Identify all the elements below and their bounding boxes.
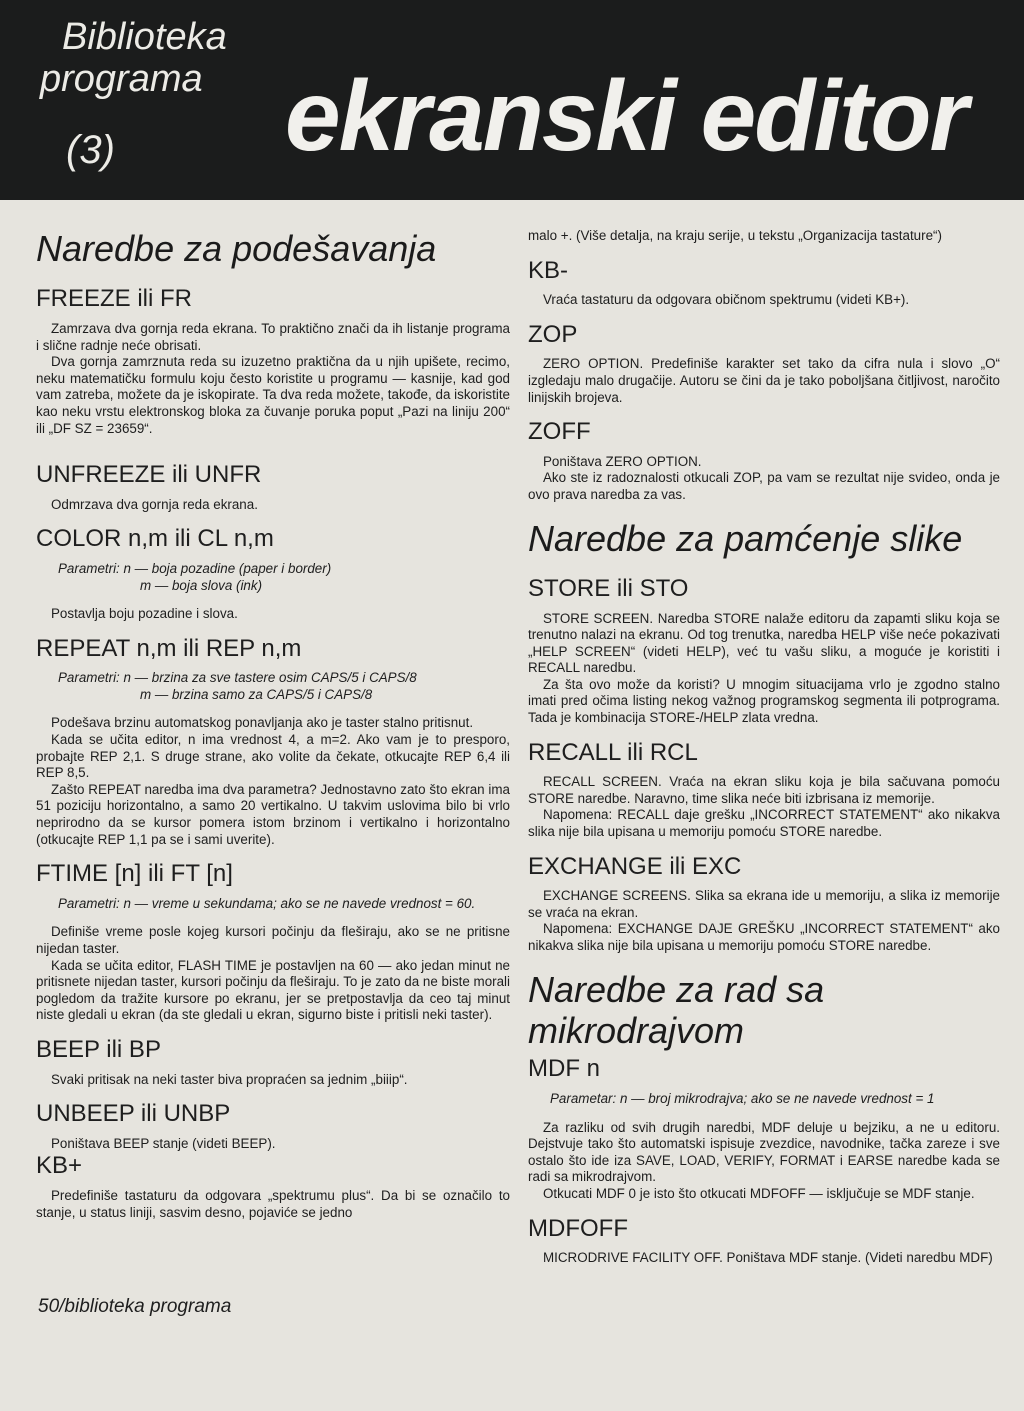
paragraph: Zašto REPEAT naredba ima dva parametra? Jednostavno zato što ekran ima 51 poziciju horizontalno, a samo 20 vertikalno. U takvim uslovima bilo bi vrlo neprirodno da se kursor pomera istom brzinom i vertikalno i horizontalno (otkucajte REP 1,1 pa se i sami uverite). [36,781,510,847]
paragraph: Svaki pritisak na neki taster biva propraćen sa jednim „biiip“. [51,1071,408,1087]
paragraph: Kada se učita editor, n ima vrednost 4, a m=2. Ako vam je to presporo, probajte REP 2,1. S druge strane, ako volite da čekate, otkucajte REP 6,4 ili REP 8,5. [36,732,510,781]
command-heading: ZOFF [528,418,591,446]
paragraph: Za šta ovo može da koristi? U mnogim situacijama vrlo je zgodno stalno imati pred očima listing nekog važnog programskog segmenta ili potprograma. Tada je kombinacija STORE-/HELP zlata vredna. [528,676,1000,726]
command-heading: KB- [528,256,569,284]
paragraph: Predefiniše tastaturu da odgovara „spektrumu plus“. Da bi se označilo to stanje, u status liniji, sasvim desno, pojaviće se jedno [36,1187,510,1220]
paragraph: Definiše vreme posle kojeg kursori počinju da fleširaju, ako se ne pritisne nijedan taster. [36,924,510,957]
left-column [36,228,510,1221]
article-title: ekranski editor [285,60,967,172]
command-heading: EXCHANGE ili EXC [528,852,742,880]
paragraph: Vraća tastaturu da odgovara običnom spektrumu (videti KB+). [543,292,910,308]
page-footer: 50/biblioteka programa [38,1296,232,1317]
right-column [528,228,1000,1267]
header-banner [0,0,1024,200]
paragraph: Odmrzava dva gornja reda ekrana. [51,496,258,512]
paragraph: malo +. (Više detalja, na kraju serije, u tekstu „Organizacija tastature“) [528,228,942,243]
paragraph: Zamrzava dva gornja reda ekrana. To praktično znači da ih listanje programa i slične radnje neće obrisati. [36,320,510,353]
command-heading: ZOP [528,320,578,348]
parameter-line: Parametri: n — boja pozadine (paper i border) [58,560,332,576]
command-heading: FREEZE ili FR [36,285,192,313]
parameter-line: Parametar: n — broj mikrodrajva; ako se ne navede vrednost = 1 [550,1090,935,1106]
section-heading: Naredbe za podešavanja [36,228,437,269]
paragraph: Za razliku od svih drugih naredbi, MDF deluje u bejziku, a ne u editoru. Dejstvuje tako što automatski ispisuje zvezdice, navodnike, tačka zareze i sve ostalo što ide iza SAVE, LOAD, VERIFY, FORMAT i EARSE naredbe kada se radi sa mikrodrajvom. [528,1119,1000,1185]
command-heading: BEEP ili BP [36,1035,161,1063]
parameter-line: Parametri: n — vreme u sekundama; ako se ne navede vrednost = 60. [58,895,476,911]
command-heading: MDF n [528,1055,600,1083]
paragraph: Napomena: RECALL daje grešku „INCORRECT STATEMENT“ ako nikakva slika nije bila upisana u memoriju pomoću STORE naredbe. [528,807,1000,840]
command-heading: REPEAT n,m ili REP n,m [36,634,302,662]
paragraph: Postavlja boju pozadine i slova. [51,606,238,622]
paragraph: Napomena: EXCHANGE DAJE GREŠKU „INCORRECT STATEMENT“ ako nikakva slika nije bila upisana u memoriju pomoću STORE naredbe. [528,921,1000,954]
paragraph: Poništava BEEP stanje (videti BEEP). [51,1135,276,1151]
paragraph: STORE SCREEN. Naredba STORE nalaže editoru da zapamti sliku koja se trenutno nalazi na ekranu. Od tog trenutka, naredba HELP više neće pokazivati „HELP SCREEN“ (videti HELP), već tu vašu sliku, a moguće je koristiti i RECALL naredbu. [528,610,1000,676]
paragraph: Podešava brzinu automatskog ponavljanja ako je taster stalno pritisnut. [51,715,474,731]
section-heading: Naredbe za pamćenje slike [528,517,963,559]
section-heading: Naredbe za rad sa mikrodrajvom [528,968,825,1051]
command-heading: UNBEEP ili UNBP [36,1100,231,1128]
command-heading: UNFREEZE ili UNFR [36,461,262,489]
series-subtitle: programa [40,58,203,100]
paragraph: Otkucati MDF 0 je isto što otkucati MDFOFF — isključuje se MDF stanje. [543,1185,975,1201]
command-heading: MDFOFF [528,1214,628,1242]
paragraph: Kada se učita editor, FLASH TIME je postavljen na 60 — ako jedan minut ne pritisnete nijedan taster, kursori počinju da fleširaju. To je zato da ne biste morali pogledom da tražite kursore po ekranu, jer se pretpostavlja da ceo taj minut niste gledali u ekran (da ste gledali u ekran, sigurno biste i pritisli neki taster). [36,957,510,1023]
command-heading: FTIME [n] ili FT [n] [36,860,233,888]
paragraph: RECALL SCREEN. Vraća na ekran sliku koja je bila sačuvana pomoću STORE naredbe. Naravno, time slika neće biti izbrisana iz memorije. [528,774,1000,806]
parameter-line: Parametri: n — brzina za sve tastere osim CAPS/5 i CAPS/8 [58,670,417,686]
paragraph: MICRODRIVE FACILITY OFF. Poništava MDF stanje. (Videti naredbu MDF) [543,1250,993,1266]
command-heading: RECALL ili RCL [528,738,698,766]
command-heading: KB+ [36,1152,83,1180]
part-number: (3) [66,128,115,172]
command-heading: STORE ili STO [528,574,689,602]
paragraph: ZERO OPTION. Predefiniše karakter set tako da cifra nula i slovo „O“ izgledaju malo drugačije. Autoru se čini da je tako poboljšana čitljivost, naročito linijskih brojeva. [528,356,1000,405]
paragraph: Ako ste iz radoznalosti otkucali ZOP, pa vam se rezultat nije svideo, onda je ovo prava naredba za vas. [528,470,1000,502]
series-title: Biblioteka [62,16,227,58]
paragraph: EXCHANGE SCREENS. Slika sa ekrana ide u memoriju, a slika iz memorije se vraća na ekran. [528,888,1000,920]
command-heading: COLOR n,m ili CL n,m [36,525,274,553]
paragraph: Poništava ZERO OPTION. [543,453,702,469]
paragraph: Dva gornja zamrznuta reda su izuzetno praktična da u njih upišete, recimo, neku matematičku formulu koju često koristite u programu — kasnije, kad god vam zatreba, možete da je iskopirate. Ta dva reda možete, takođe, da iskoristite kao neku vrstu elektronskog bloka za čuvanje poruka poput „Pazi na liniju 200“ ili „DF SZ = 23659“. [36,354,510,436]
parameter-line: m — brzina samo za CAPS/5 i CAPS/8 [140,686,373,702]
parameter-line: m — boja slova (ink) [140,577,263,593]
